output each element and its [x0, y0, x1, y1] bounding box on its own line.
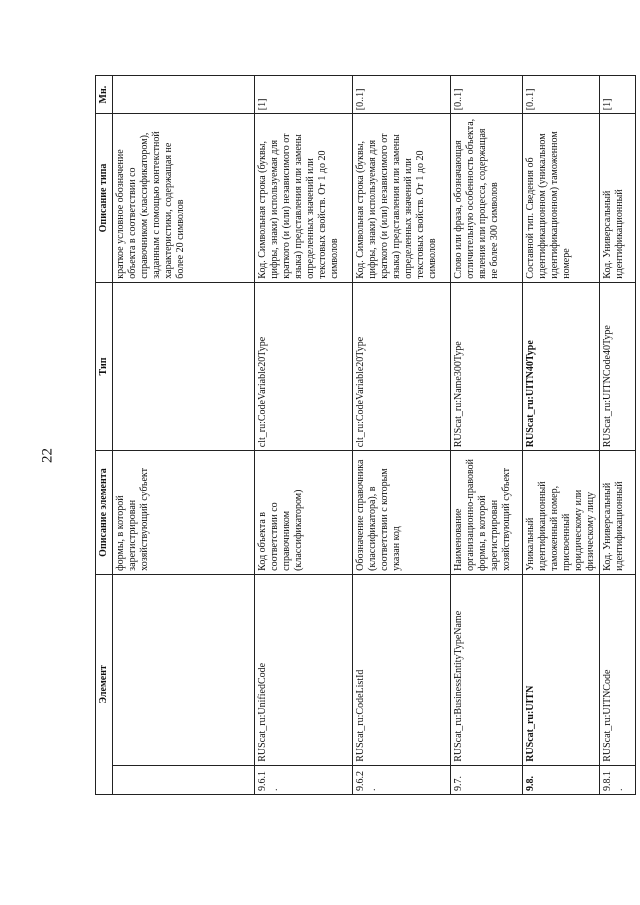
rotated-page	[95, 75, 625, 795]
table-row	[255, 76, 353, 795]
table-header-row	[96, 76, 113, 795]
element-name	[113, 574, 255, 765]
table-row	[451, 76, 523, 795]
type-description: Код. Символьная строка (буквы, цифры, знаки) используемая для краткого (и (или) независимого от языка) представления или замены определенных значений или текстовых свойств. От 1 до 20 символов	[353, 114, 451, 283]
table-row	[353, 76, 451, 795]
row-number: 9.8.1.	[600, 765, 636, 794]
type-description: Код. Символьная строка (буквы, цифры, знаки) используемая для краткого (и (или) независимого от языка) представления или замены определенных значений или текстовых свойств. От 1 до 20 символов	[255, 114, 353, 283]
table-row	[113, 76, 255, 795]
element-description: Код. Универсальный идентификационный	[600, 451, 636, 575]
multiplicity: [1]	[255, 76, 353, 114]
page-number: 22	[39, 448, 56, 463]
type-name: clt_ru:CodeVariable20Type	[353, 282, 451, 451]
type-description: Слово или фраза, обозначающая отличительную особенность объекта, явления или процесса, содержащая не более 300 символов	[451, 114, 523, 283]
row-number: 9.6.1.	[255, 765, 353, 794]
type-name	[113, 282, 255, 451]
multiplicity: [1]	[600, 76, 636, 114]
type-description: Код. Универсальный идентификационный	[600, 114, 636, 283]
header-type-desc: Описание типа	[96, 114, 113, 283]
type-description: Составной тип. Сведения об идентификационном (уникальном идентификационном) таможенном номере	[523, 114, 600, 283]
type-name: RUScat_ru:Name300Type	[451, 282, 523, 451]
type-name: RUScat_ru:UITN40Type	[523, 282, 600, 451]
element-description: Уникальный идентификационный таможенный номер, присвоенный юридическому или физическому лицу	[523, 451, 600, 575]
row-number: 9.6.2.	[353, 765, 451, 794]
spec-table	[95, 75, 636, 795]
element-description: Наименование организационно-правовой формы, в которой зарегистрирован хозяйствующий субъект	[451, 451, 523, 575]
element-description: формы, в которой зарегистрирован хозяйствующий субъект	[113, 451, 255, 575]
multiplicity: [0..1]	[353, 76, 451, 114]
type-name: clt_ru:CodeVariable20Type	[255, 282, 353, 451]
table-row	[600, 76, 636, 795]
element-name: RUScat_ru:UnifiedCode	[255, 574, 353, 765]
element-description: Обозначение справочника (классификатора), в соответствии с которым указан код	[353, 451, 451, 575]
element-description: Код объекта в соответствии со справочником (классификатором)	[255, 451, 353, 575]
row-number: 9.7.	[451, 765, 523, 794]
row-number: 9.8.	[523, 765, 600, 794]
table-row	[523, 76, 600, 795]
header-element: Элемент	[96, 574, 113, 794]
header-mult: Мн.	[96, 76, 113, 114]
element-name: RUScat_ru:BusinessEntityTypeName	[451, 574, 523, 765]
multiplicity	[113, 76, 255, 114]
type-description: краткое условное обозначение объекта в соответствии со справочником (классификатором), заданным с помощью контекстной характеристики, содержащая не более 20 символов	[113, 114, 255, 283]
multiplicity: [0..1]	[451, 76, 523, 114]
element-name: RUScat_ru:UITN	[523, 574, 600, 765]
element-name: RUScat_ru:CodeListId	[353, 574, 451, 765]
element-name: RUScat_ru:UITNCode	[600, 574, 636, 765]
type-name: RUScat_ru:UITNCode40Type	[600, 282, 636, 451]
header-type: Тип	[96, 282, 113, 451]
multiplicity: [0..1]	[523, 76, 600, 114]
row-number	[113, 765, 255, 794]
header-element-desc: Описание элемента	[96, 451, 113, 575]
